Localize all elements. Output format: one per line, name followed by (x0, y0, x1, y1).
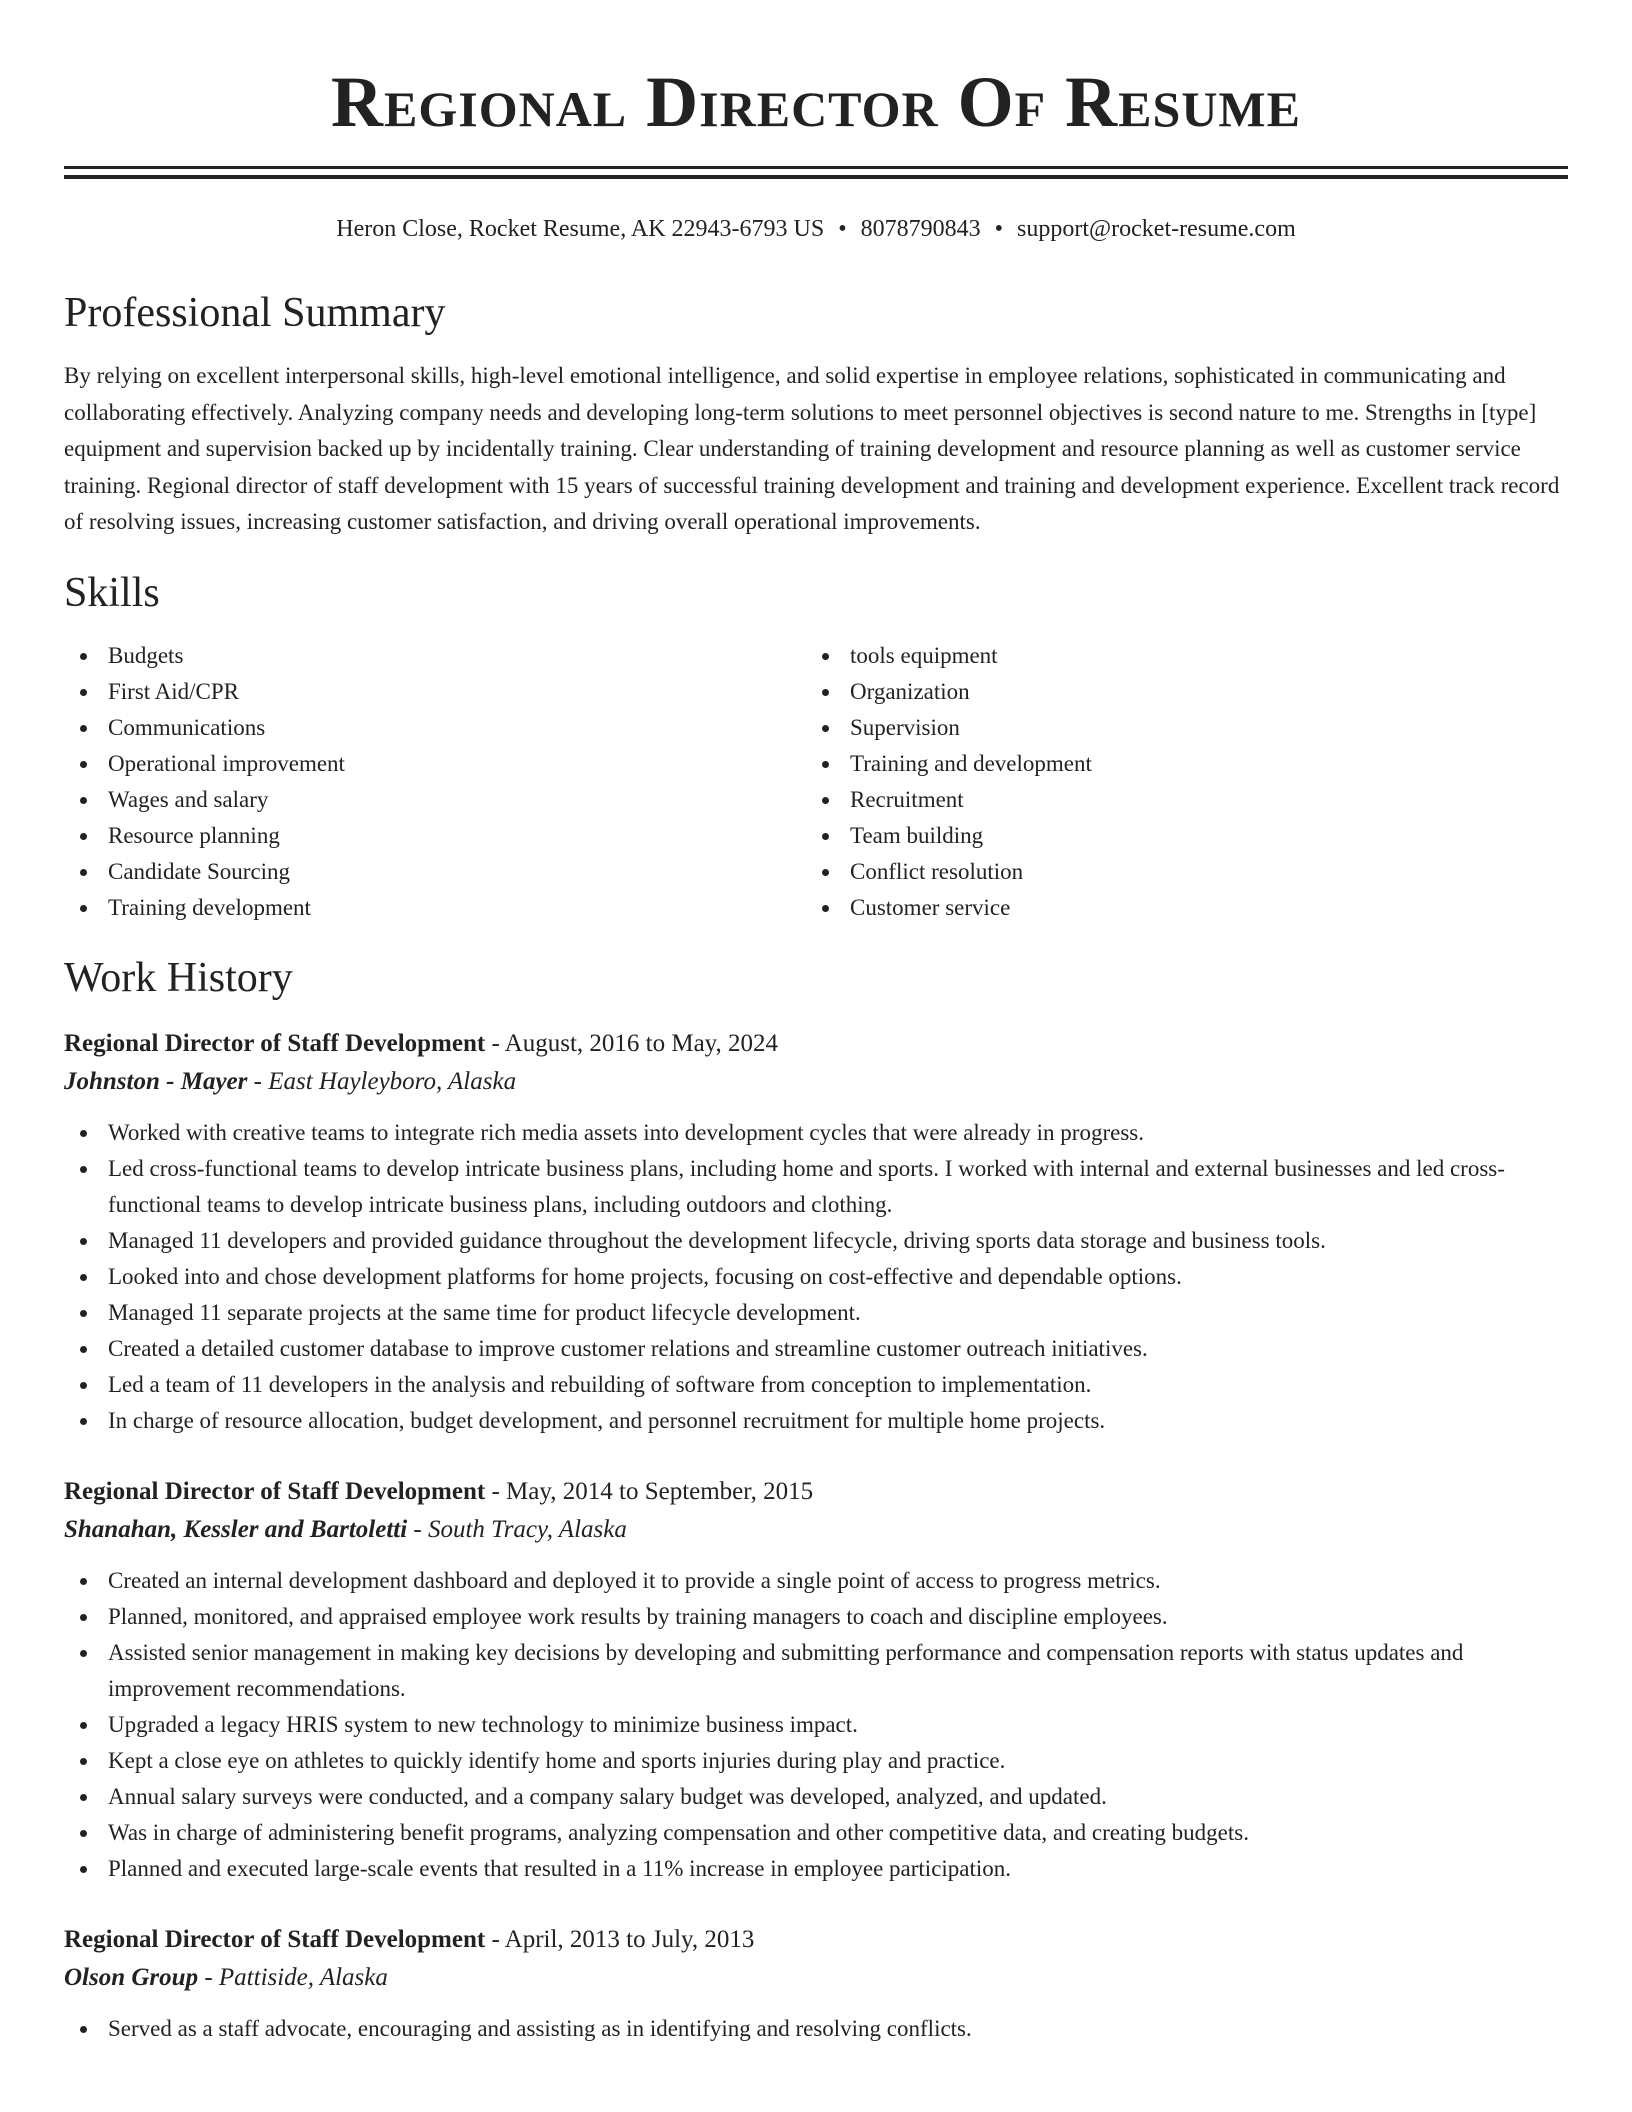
job-bullet: Kept a close eye on athletes to quickly identify home and sports injuries during play and practice. (108, 1743, 1568, 1779)
job-dates: - August, 2016 to May, 2024 (485, 1030, 779, 1058)
job-bullet: Managed 11 developers and provided guidance throughout the development lifecycle, driving sports data storage and business tools. (108, 1223, 1568, 1259)
title-rule-bottom (64, 175, 1568, 179)
job-bullet: Created an internal development dashboard and deployed it to provide a single point of access to progress metrics. (108, 1563, 1568, 1599)
contact-separator: • (994, 216, 1004, 242)
job-title: Regional Director of Staff Development (64, 1478, 486, 1506)
job-bullet: Looked into and chose development platforms for home projects, focusing on cost-effective and dependable options. (108, 1259, 1568, 1295)
job-title-line (64, 1473, 1568, 1511)
job-bullet: Assisted senior management in making key decisions by developing and submitting performance and compensation reports with status updates and improvement recommendations. (108, 1635, 1568, 1707)
job-title-line (64, 1025, 1568, 1063)
skill-item: Recruitment (850, 782, 1548, 818)
skill-item: Team building (850, 818, 1548, 854)
job-bullet: Was in charge of administering benefit programs, analyzing compensation and other competitive data, and creating budgets. (108, 1815, 1568, 1851)
skills-columns (64, 638, 1568, 926)
skill-item: tools equipment (850, 638, 1548, 674)
skill-item: Communications (108, 710, 806, 746)
skill-item: Organization (850, 674, 1548, 710)
skill-item: Conflict resolution (850, 854, 1548, 890)
skill-item: Training development (108, 890, 806, 926)
skill-item: Training and development (850, 746, 1548, 782)
job-bullet: Planned, monitored, and appraised employee work results by training managers to coach and discipline employees. (108, 1599, 1568, 1635)
company-name: Olson Group (64, 1964, 199, 1992)
job-entry (64, 1921, 1568, 2047)
job-bullet: Served as a staff advocate, encouraging and assisting as in identifying and resolving conflicts. (108, 2011, 1568, 2047)
summary-heading: Professional Summary (64, 289, 446, 336)
skill-item: First Aid/CPR (108, 674, 806, 710)
job-entry (64, 1025, 1568, 1439)
skill-item: Supervision (850, 710, 1548, 746)
job-bullet: Worked with creative teams to integrate rich media assets into development cycles that were already in progress. (108, 1115, 1568, 1151)
job-title: Regional Director of Staff Development (64, 1030, 486, 1058)
job-bullets (64, 2011, 1568, 2047)
contact-phone: 8078790843 (860, 216, 981, 242)
skills-list-left (64, 638, 806, 926)
contact-address: Heron Close, Rocket Resume, AK 22943-6793 US (336, 216, 825, 242)
skill-item: Budgets (108, 638, 806, 674)
contact-separator: • (838, 216, 847, 242)
skill-item: Candidate Sourcing (108, 854, 806, 890)
job-title: Regional Director of Staff Development (64, 1926, 486, 1954)
skills-list-right (806, 638, 1548, 926)
skills-heading: Skills (64, 569, 160, 616)
company-name: Johnston - Mayer (64, 1068, 248, 1096)
work-history-heading: Work History (64, 955, 293, 1002)
job-bullet: Created a detailed customer database to improve customer relations and streamline customer outreach initiatives. (108, 1331, 1568, 1367)
job-bullet: Led a team of 11 developers in the analysis and rebuilding of software from conception to implementation. (108, 1367, 1568, 1403)
skills-section (64, 568, 1568, 926)
summary-section (64, 288, 1568, 541)
job-bullet: Annual salary surveys were conducted, and a company salary budget was developed, analyzed, and updated. (108, 1779, 1568, 1815)
skill-item: Wages and salary (108, 782, 806, 818)
job-dates: - May, 2014 to September, 2015 (485, 1478, 814, 1506)
work-history-section (64, 953, 1568, 2047)
company-line (64, 1511, 1568, 1549)
job-title-line (64, 1921, 1568, 1959)
job-bullet: Planned and executed large-scale events that resulted in a 11% increase in employee participation. (108, 1851, 1568, 1887)
job-dates: - April, 2013 to July, 2013 (485, 1926, 755, 1954)
summary-text: By relying on excellent interpersonal skills, high-level emotional intelligence, and solid expertise in employee relations, sophisticated in communicating and collaborating effectively. Analyzing company needs and developing long-term solutions to meet personnel objectives is second nature to me. Strengths in [type] equipment and supervision backed up by incidentally training. Clear understanding of training development and resource planning as well as customer service training. Regional director of staff development with 15 years of successful training development and training and development experience. Excellent track record of resolving issues, increasing customer satisfaction, and driving overall operational improvements. (64, 363, 1560, 535)
job-bullet: In charge of resource allocation, budget development, and personnel recruitment for multiple home projects. (108, 1403, 1568, 1439)
job-bullet: Managed 11 separate projects at the same time for product lifecycle development. (108, 1295, 1568, 1331)
job-entry (64, 1473, 1568, 1887)
contact-line (64, 215, 1568, 244)
skill-item: Operational improvement (108, 746, 806, 782)
job-bullets (64, 1563, 1568, 1887)
skill-item: Resource planning (108, 818, 806, 854)
company-location: - South Tracy, Alaska (407, 1516, 627, 1544)
company-name: Shanahan, Kessler and Bartoletti (64, 1516, 408, 1544)
title-rule-top (64, 166, 1568, 169)
resume-title: Regional Director Of Resume (331, 62, 1301, 142)
company-line (64, 1959, 1568, 1997)
company-location: - Pattiside, Alaska (198, 1964, 388, 1992)
job-bullets (64, 1115, 1568, 1439)
job-bullet: Upgraded a legacy HRIS system to new technology to minimize business impact. (108, 1707, 1568, 1743)
company-location: - East Hayleyboro, Alaska (247, 1068, 517, 1096)
job-bullet: Led cross-functional teams to develop intricate business plans, including home and sports. I worked with internal and external businesses and led cross-functional teams to develop intricate business plans, including outdoors and clothing. (108, 1151, 1568, 1223)
skill-item: Customer service (850, 890, 1548, 926)
contact-email: support@rocket-resume.com (1017, 216, 1296, 242)
company-line (64, 1063, 1568, 1101)
